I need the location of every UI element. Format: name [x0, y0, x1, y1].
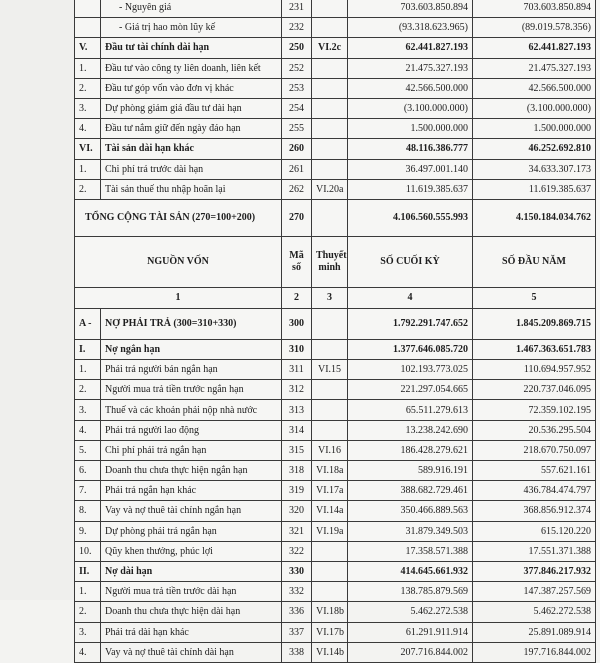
row-number: 4. — [75, 420, 101, 440]
table-row — [75, 622, 596, 642]
page-margin — [0, 0, 74, 600]
row-number: 8. — [75, 501, 101, 521]
row-code: 262 — [282, 179, 312, 199]
table-row — [75, 58, 596, 78]
row-current-value: 31.879.349.503 — [348, 521, 473, 541]
row-label: Đầu tư tài chính dài hạn — [101, 38, 282, 58]
row-code: 330 — [282, 561, 312, 581]
row-label: Phải trả người bán ngắn hạn — [101, 360, 282, 380]
row-label: Doanh thu chưa thực hiện ngắn hạn — [101, 461, 282, 481]
row-label: Vay và nợ thuê tài chính ngắn hạn — [101, 501, 282, 521]
row-note — [312, 58, 348, 78]
table-row — [75, 339, 596, 359]
row-number — [75, 0, 101, 18]
row-beginning-value: 20.536.295.504 — [473, 420, 596, 440]
row-current-value: 414.645.661.932 — [348, 561, 473, 581]
row-current-value: 589.916.191 — [348, 461, 473, 481]
row-note — [312, 139, 348, 159]
row-number: 7. — [75, 481, 101, 501]
row-label: Người mua trả tiền trước dài hạn — [101, 582, 282, 602]
total-assets-note — [312, 199, 348, 236]
row-current-value: 350.466.889.563 — [348, 501, 473, 521]
row-code: 322 — [282, 541, 312, 561]
row-beginning-value: 25.891.089.914 — [473, 622, 596, 642]
table-row — [75, 481, 596, 501]
row-beginning-value: 368.856.912.374 — [473, 501, 596, 521]
row-current-value: 207.716.844.002 — [348, 642, 473, 662]
row-number: 6. — [75, 461, 101, 481]
table-row — [75, 18, 596, 38]
row-beginning-value: (3.100.000.000) — [473, 98, 596, 118]
row-code: 252 — [282, 58, 312, 78]
row-code: 311 — [282, 360, 312, 380]
row-number: 1. — [75, 58, 101, 78]
row-note: VI.14b — [312, 642, 348, 662]
row-note — [312, 380, 348, 400]
row-note — [312, 18, 348, 38]
row-note — [312, 159, 348, 179]
row-note: VI.17b — [312, 622, 348, 642]
row-number: II. — [75, 561, 101, 581]
row-note — [312, 119, 348, 139]
row-label: Đầu tư góp vốn vào đơn vị khác — [101, 78, 282, 98]
total-assets-current: 4.106.560.555.993 — [348, 199, 473, 236]
row-note — [312, 78, 348, 98]
row-note — [312, 339, 348, 359]
row-label: Đầu tư nắm giữ đến ngày đáo hạn — [101, 119, 282, 139]
row-note — [312, 541, 348, 561]
assets-rows — [75, 0, 596, 199]
table-row — [75, 541, 596, 561]
table-row — [75, 380, 596, 400]
liability-rows — [75, 339, 596, 662]
row-current-value: 17.358.571.388 — [348, 541, 473, 561]
row-code: 255 — [282, 119, 312, 139]
row-current-value: 186.428.279.621 — [348, 440, 473, 460]
row-current-value: 388.682.729.461 — [348, 481, 473, 501]
row-note: VI.2c — [312, 38, 348, 58]
row-current-value: 48.116.386.777 — [348, 139, 473, 159]
column-number-2: 2 — [282, 287, 312, 308]
row-number: 4. — [75, 119, 101, 139]
column-number-row — [75, 287, 596, 308]
row-number: 2. — [75, 179, 101, 199]
row-beginning-value: 17.551.371.388 — [473, 541, 596, 561]
row-code: 312 — [282, 380, 312, 400]
row-beginning-value: 703.603.850.894 — [473, 0, 596, 18]
row-current-value: 13.238.242.690 — [348, 420, 473, 440]
table-row — [75, 179, 596, 199]
row-beginning-value: 218.670.750.097 — [473, 440, 596, 460]
row-code: 336 — [282, 602, 312, 622]
row-beginning-value: 197.716.844.002 — [473, 642, 596, 662]
row-beginning-value: 5.462.272.538 — [473, 602, 596, 622]
row-number: 2. — [75, 602, 101, 622]
row-number: 2. — [75, 380, 101, 400]
column-header-row — [75, 236, 596, 287]
row-code: 261 — [282, 159, 312, 179]
row-code: 260 — [282, 139, 312, 159]
header-code: Mã số — [282, 236, 312, 287]
row-number: 3. — [75, 622, 101, 642]
table-row — [75, 0, 596, 18]
row-code: 332 — [282, 582, 312, 602]
row-current-value: 5.462.272.538 — [348, 602, 473, 622]
row-code: 310 — [282, 339, 312, 359]
row-label: - Giá trị hao mòn lũy kế — [101, 18, 282, 38]
row-label: Đầu tư vào công ty liên doanh, liên kết — [101, 58, 282, 78]
row-label: Phải trả dài hạn khác — [101, 622, 282, 642]
row-number: 3. — [75, 98, 101, 118]
header-beginning: SỐ ĐẦU NĂM — [473, 236, 596, 287]
row-number: 10. — [75, 541, 101, 561]
liabilities-num: A - — [75, 308, 101, 339]
row-note: VI.19a — [312, 521, 348, 541]
row-code: 338 — [282, 642, 312, 662]
row-label: - Nguyên giá — [101, 0, 282, 18]
row-number: I. — [75, 339, 101, 359]
table-row — [75, 420, 596, 440]
row-code: 231 — [282, 0, 312, 18]
row-number — [75, 18, 101, 38]
row-number: 5. — [75, 440, 101, 460]
table-row — [75, 360, 596, 380]
row-note: VI.14a — [312, 501, 348, 521]
row-note — [312, 400, 348, 420]
row-label: Tài sản dài hạn khác — [101, 139, 282, 159]
row-label: Qũy khen thưởng, phúc lợi — [101, 541, 282, 561]
row-beginning-value: 1.467.363.651.783 — [473, 339, 596, 359]
row-note — [312, 582, 348, 602]
row-current-value: 36.497.001.140 — [348, 159, 473, 179]
row-note: VI.20a — [312, 179, 348, 199]
column-number-5: 5 — [473, 287, 596, 308]
header-source: NGUỒN VỐN — [75, 236, 282, 287]
balance-sheet-table — [74, 0, 596, 663]
table-row — [75, 642, 596, 662]
table-row — [75, 561, 596, 581]
row-label: Nợ ngắn hạn — [101, 339, 282, 359]
table-row — [75, 501, 596, 521]
row-number: 1. — [75, 360, 101, 380]
row-beginning-value: 42.566.500.000 — [473, 78, 596, 98]
row-note — [312, 561, 348, 581]
row-beginning-value: 220.737.046.095 — [473, 380, 596, 400]
row-code: 314 — [282, 420, 312, 440]
row-beginning-value: 436.784.474.797 — [473, 481, 596, 501]
row-code: 320 — [282, 501, 312, 521]
row-current-value: (3.100.000.000) — [348, 98, 473, 118]
liabilities-note — [312, 308, 348, 339]
row-label: Thuế và các khoản phải nộp nhà nước — [101, 400, 282, 420]
total-assets-code: 270 — [282, 199, 312, 236]
header-current: SỐ CUỐI KỲ — [348, 236, 473, 287]
row-note: VI.18b — [312, 602, 348, 622]
row-label: Dự phòng giảm giá đầu tư dài hạn — [101, 98, 282, 118]
row-code: 321 — [282, 521, 312, 541]
row-number: VI. — [75, 139, 101, 159]
row-label: Chi phí phải trả ngắn hạn — [101, 440, 282, 460]
table-row — [75, 582, 596, 602]
row-current-value: 21.475.327.193 — [348, 58, 473, 78]
row-label: Dự phòng phải trả ngắn hạn — [101, 521, 282, 541]
row-code: 313 — [282, 400, 312, 420]
row-current-value: 221.297.054.665 — [348, 380, 473, 400]
row-label: Tài sản thuế thu nhập hoãn lại — [101, 179, 282, 199]
row-code: 337 — [282, 622, 312, 642]
table-row — [75, 139, 596, 159]
row-current-value: 65.511.279.613 — [348, 400, 473, 420]
row-current-value: 11.619.385.637 — [348, 179, 473, 199]
liabilities-current: 1.792.291.747.652 — [348, 308, 473, 339]
row-beginning-value: 34.633.307.173 — [473, 159, 596, 179]
row-number: 3. — [75, 400, 101, 420]
header-note: Thuyết minh — [312, 236, 348, 287]
row-current-value: 1.500.000.000 — [348, 119, 473, 139]
row-note: VI.16 — [312, 440, 348, 460]
liabilities-label: NỢ PHẢI TRẢ (300=310+330) — [101, 308, 282, 339]
row-code: 254 — [282, 98, 312, 118]
total-assets-row — [75, 199, 596, 236]
row-current-value: 1.377.646.085.720 — [348, 339, 473, 359]
row-note — [312, 98, 348, 118]
column-number-3: 3 — [312, 287, 348, 308]
row-note — [312, 0, 348, 18]
row-beginning-value: 21.475.327.193 — [473, 58, 596, 78]
row-code: 318 — [282, 461, 312, 481]
table-row — [75, 440, 596, 460]
row-code: 250 — [282, 38, 312, 58]
row-beginning-value: 557.621.161 — [473, 461, 596, 481]
row-number: V. — [75, 38, 101, 58]
row-code: 315 — [282, 440, 312, 460]
row-number: 1. — [75, 159, 101, 179]
liabilities-beginning: 1.845.209.869.715 — [473, 308, 596, 339]
table-row — [75, 400, 596, 420]
row-current-value: 138.785.879.569 — [348, 582, 473, 602]
row-beginning-value: (89.019.578.356) — [473, 18, 596, 38]
total-assets-label: TỔNG CỘNG TÀI SẢN (270=100+200) — [75, 199, 282, 236]
row-label: Vay và nợ thuê tài chính dài hạn — [101, 642, 282, 662]
row-code: 232 — [282, 18, 312, 38]
row-beginning-value: 46.252.692.810 — [473, 139, 596, 159]
row-current-value: 42.566.500.000 — [348, 78, 473, 98]
table-row — [75, 38, 596, 58]
row-current-value: (93.318.623.965) — [348, 18, 473, 38]
table-row — [75, 461, 596, 481]
row-current-value: 102.193.773.025 — [348, 360, 473, 380]
table-row — [75, 98, 596, 118]
row-current-value: 61.291.911.914 — [348, 622, 473, 642]
column-number-4: 4 — [348, 287, 473, 308]
row-beginning-value: 147.387.257.569 — [473, 582, 596, 602]
row-beginning-value: 110.694.957.952 — [473, 360, 596, 380]
row-code: 253 — [282, 78, 312, 98]
totals-and-header — [75, 199, 596, 339]
row-label: Phải trả ngắn hạn khác — [101, 481, 282, 501]
table-row — [75, 78, 596, 98]
row-label: Doanh thu chưa thực hiện dài hạn — [101, 602, 282, 622]
row-current-value: 703.603.850.894 — [348, 0, 473, 18]
row-beginning-value: 62.441.827.193 — [473, 38, 596, 58]
total-assets-beginning: 4.150.184.034.762 — [473, 199, 596, 236]
liabilities-code: 300 — [282, 308, 312, 339]
table-row — [75, 521, 596, 541]
row-label: Chi phí trả trước dài hạn — [101, 159, 282, 179]
row-number: 4. — [75, 642, 101, 662]
row-beginning-value: 615.120.220 — [473, 521, 596, 541]
row-label: Phải trả người lao động — [101, 420, 282, 440]
column-number-1: 1 — [75, 287, 282, 308]
row-beginning-value: 1.500.000.000 — [473, 119, 596, 139]
row-beginning-value: 72.359.102.195 — [473, 400, 596, 420]
row-code: 319 — [282, 481, 312, 501]
table-row — [75, 159, 596, 179]
row-note: VI.15 — [312, 360, 348, 380]
row-number: 9. — [75, 521, 101, 541]
row-current-value: 62.441.827.193 — [348, 38, 473, 58]
table-row — [75, 602, 596, 622]
row-label: Người mua trả tiền trước ngắn hạn — [101, 380, 282, 400]
row-note — [312, 420, 348, 440]
liabilities-row — [75, 308, 596, 339]
row-beginning-value: 11.619.385.637 — [473, 179, 596, 199]
row-label: Nợ dài hạn — [101, 561, 282, 581]
table-row — [75, 119, 596, 139]
row-note: VI.17a — [312, 481, 348, 501]
row-number: 2. — [75, 78, 101, 98]
row-note: VI.18a — [312, 461, 348, 481]
row-number: 1. — [75, 582, 101, 602]
row-beginning-value: 377.846.217.932 — [473, 561, 596, 581]
